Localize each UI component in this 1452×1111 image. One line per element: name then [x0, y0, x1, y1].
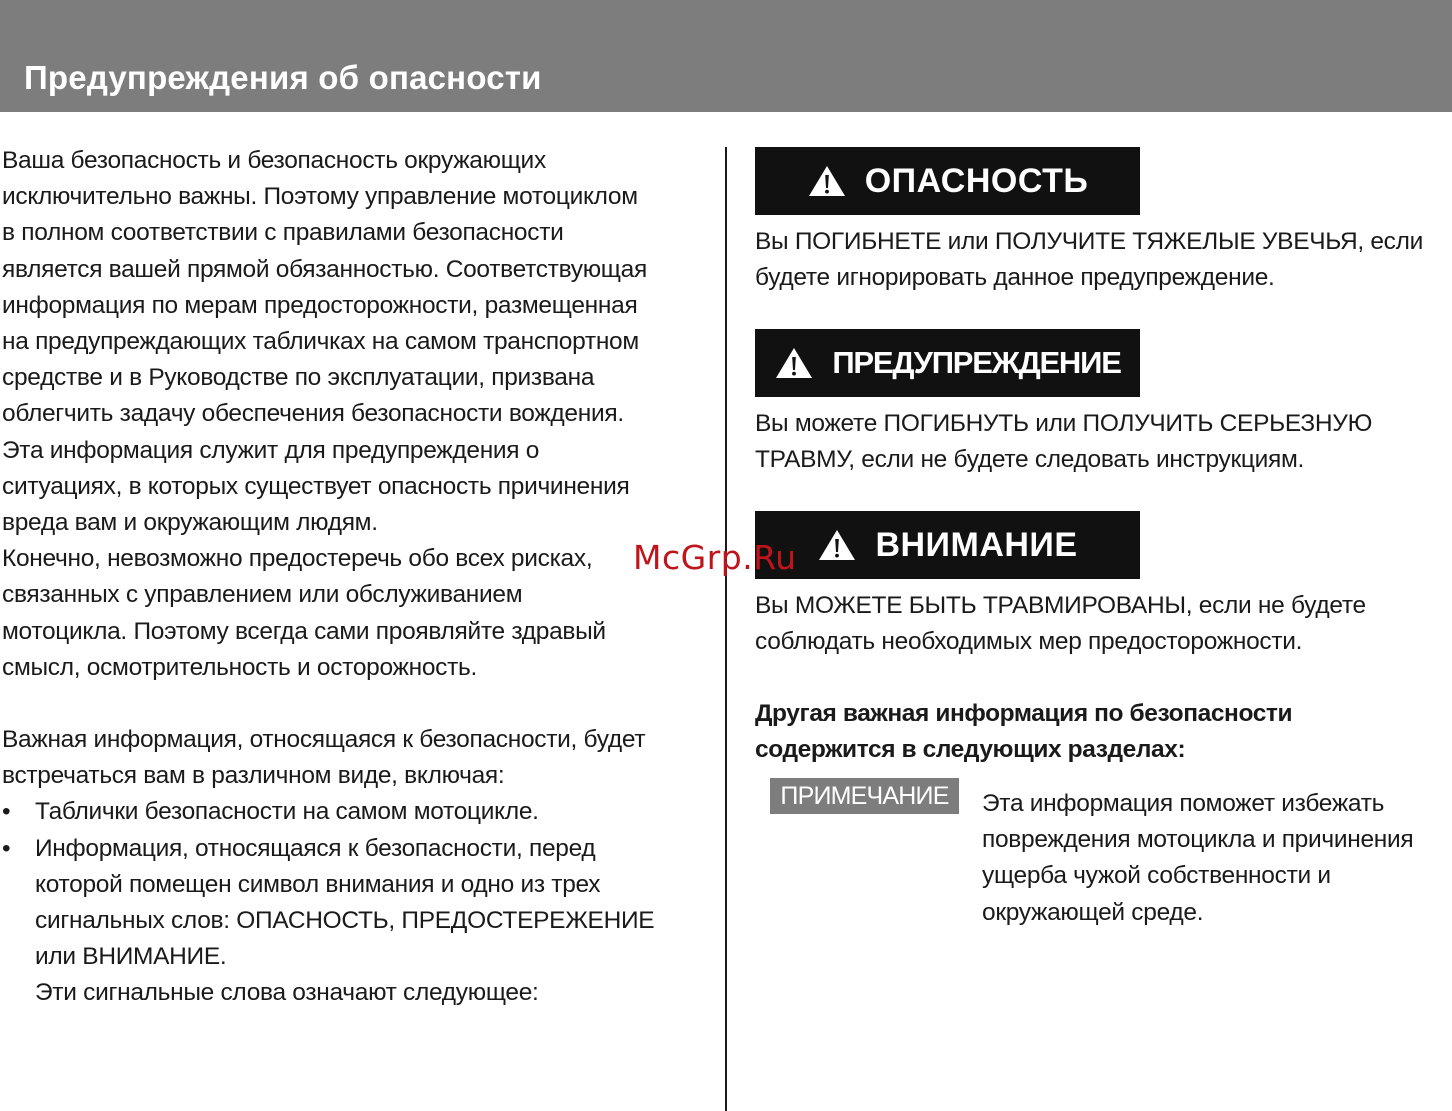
bullet-icon: • [2, 834, 11, 862]
warning-triangle-icon [817, 528, 857, 562]
other-info-heading: Другая важная информация по безопасности содержится в следующих разделах: [755, 700, 1293, 764]
warning-signal-box [755, 329, 1140, 397]
left-column [2, 143, 714, 1012]
warning-triangle-icon [807, 164, 847, 198]
danger-signal-box [755, 147, 1140, 215]
paragraph-gap [2, 686, 714, 722]
danger-description: Вы ПОГИБНЕТЕ или ПОЛУЧИТЕ ТЯЖЕЛЫЕ УВЕЧЬЯ, если будете игнорировать данное предупреждение. [755, 228, 1424, 292]
warning-description: Вы можете ПОГИБНУТЬ или ПОЛУЧИТЬ СЕРЬЕЗНУЮ ТРАВМУ, если не будете следовать инструкциям. [755, 410, 1373, 474]
bullet-icon: • [2, 798, 11, 826]
note-description: Эта информация поможет избежать повреждения мотоцикла и причинения ущерба чужой собственности и окружающей среде. [982, 790, 1414, 926]
caution-signal-box [755, 511, 1140, 579]
caution-label: ВНИМАНИЕ [875, 525, 1078, 564]
danger-label: ОПАСНОСТЬ [864, 161, 1089, 200]
header-bar [0, 0, 1452, 112]
list-item: • Таблички безопасности на самом мотоцикле. [2, 794, 714, 830]
important-info-paragraph: Важная информация, относящаяся к безопасности, будет встречаться вам в различном виде, включая: [2, 726, 646, 790]
page-title: Предупреждения об опасности [24, 59, 542, 96]
caution-description: Вы МОЖЕТЕ БЫТЬ ТРАВМИРОВАНЫ, если не будете соблюдать необходимых мер предосторожности. [755, 592, 1366, 656]
warning-label: ПРЕДУПРЕЖДЕНИЕ [832, 345, 1121, 380]
bullet-list [2, 794, 714, 975]
note-badge: ПРИМЕЧАНИЕ [770, 778, 959, 814]
column-divider [725, 147, 727, 1111]
intro-paragraph: Ваша безопасность и безопасность окружающих исключительно важны. Поэтому управление мотоциклом в полном соответствии с правилами безопасности является вашей прямой обязанностью. Соответствующая информация по мерам предосторожности, размещенная на предупреждающих табличках на самом транспортном средстве и в Руководстве по эксплуатации, призвана облегчить задачу обеспечения безопасности вождения. Эта информация служит для предупреждения о ситуациях, в которых существует опасность причинения вреда вам и окружающим людям. [2, 147, 647, 537]
warning-triangle-icon [774, 346, 814, 380]
list-item: • Информация, относящаяся к безопасности, перед которой помещен символ внимания и одно из трех сигнальных слов: ОПАСНОСТЬ, ПРЕДОСТЕРЕЖЕНИЕ или ВНИМАНИЕ. [2, 831, 714, 976]
watermark: McGrp.Ru [633, 538, 797, 577]
risks-paragraph: Конечно, невозможно предостеречь обо всех рисках, связанных с управлением или обслуживанием мотоцикла. Поэтому всегда сами проявляйте здравый смысл, осмотрительность и осторожность. [2, 545, 606, 681]
closing-line: Эти сигнальные слова означают следующее: [35, 979, 539, 1007]
